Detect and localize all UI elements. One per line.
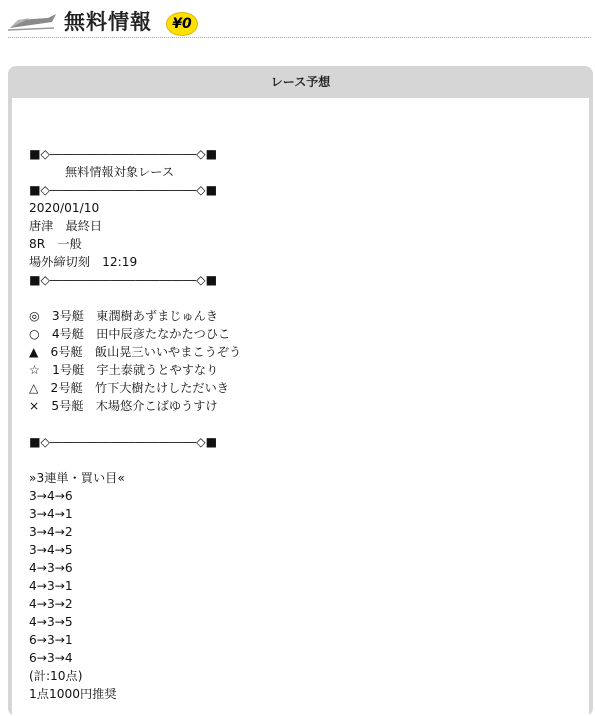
bet-combination: 6→3→1 [29, 633, 73, 647]
divider-line: ■◇――――――――――――◇■ [29, 183, 218, 197]
bet-combination: 4→3→1 [29, 579, 73, 593]
prediction-item: △ 2号艇 竹下大樹たけしただいき [29, 381, 229, 395]
prediction-item: × 5号艇 木場悠介こばゆうすけ [29, 399, 218, 413]
paper-plane-icon [8, 8, 58, 32]
race-number: 8R 一般 [29, 237, 82, 251]
price-badge: ¥0 [166, 12, 198, 36]
page-title: 無料情報 [64, 10, 152, 34]
bet-title: »3連単・買い目« [29, 471, 125, 485]
bet-combination: 4→3→2 [29, 597, 73, 611]
bet-combination: 3→4→5 [29, 543, 73, 557]
prediction-item: ☆ 1号艇 宇土泰就うとやすなり [29, 363, 219, 377]
card-body [12, 98, 589, 716]
race-date: 2020/01/10 [29, 201, 100, 215]
race-deadline: 場外締切刻 12:19 [29, 255, 138, 269]
race-venue: 唐津 最終日 [29, 219, 103, 233]
card-title: レース予想 [270, 75, 331, 89]
bet-combination: 6→3→4 [29, 651, 73, 665]
target-race-heading: 無料情報対象レース [65, 165, 175, 179]
divider-line: ■◇――――――――――――◇■ [29, 435, 218, 449]
bet-combination: 3→4→1 [29, 507, 73, 521]
page-header [0, 0, 595, 40]
divider-line: ■◇――――――――――――◇■ [29, 147, 218, 161]
prediction-item: ○ 4号艇 田中辰彦たなかたつひこ [29, 327, 231, 341]
race-prediction-card [8, 66, 593, 716]
divider-line: ■◇――――――――――――◇■ [29, 273, 218, 287]
prediction-content [29, 127, 241, 703]
bet-combination: 3→4→2 [29, 525, 73, 539]
header-divider [8, 37, 591, 38]
prediction-item: ◎ 3号艇 東潤樹あずまじゅんき [29, 309, 219, 323]
bet-recommendation: 1点1000円推奨 [29, 687, 117, 701]
bet-combination: 4→3→5 [29, 615, 73, 629]
bet-total: (計:10点) [29, 669, 83, 683]
prediction-item: ▲ 6号艇 飯山晃三いいやまこうぞう [29, 345, 242, 359]
bet-combination: 3→4→6 [29, 489, 73, 503]
bet-combination: 4→3→6 [29, 561, 73, 575]
